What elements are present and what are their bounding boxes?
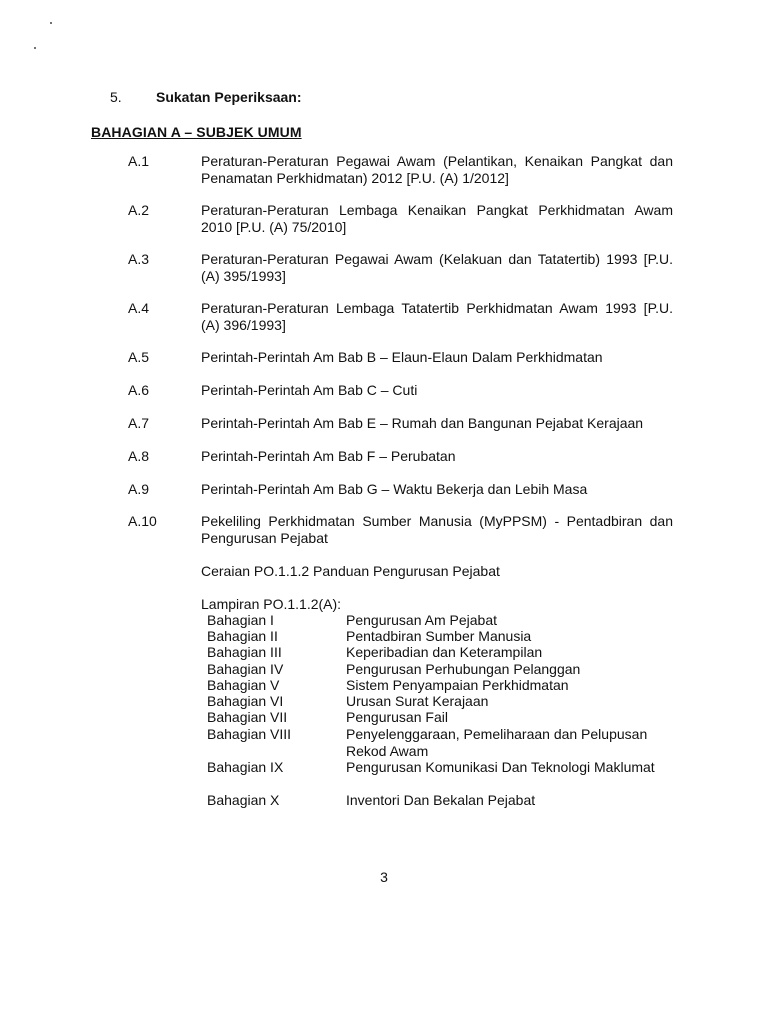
section-title: Sukatan Peperiksaan: [156, 89, 302, 105]
scan-speck [34, 47, 36, 49]
item-code: A.4 [128, 300, 150, 316]
item-code: A.9 [128, 481, 150, 497]
item-text: Perintah-Perintah Am Bab E – Rumah dan Bangunan Pejabat Kerajaan [201, 415, 644, 431]
lampiran-text: Pengurusan Perhubungan Pelanggan [346, 661, 581, 677]
lampiran-label: Bahagian I [207, 612, 274, 628]
lampiran-text: Inventori Dan Bekalan Pejabat [346, 792, 536, 808]
lampiran-text: Keperibadian dan Keterampilan [346, 644, 543, 660]
section-number: 5. [110, 89, 122, 105]
part-title: BAHAGIAN A – SUBJEK UMUM [91, 124, 302, 140]
lampiran-label: Bahagian VII [207, 709, 288, 725]
item-text: Peraturan-Peraturan Pegawai Awam (Pelantikan, Kenaikan Pangkat dan Penamatan Perkhidmatan) 2012 [P.U. (A) 1/2012] [201, 153, 673, 186]
page-number: 3 [380, 869, 388, 885]
item-text: Pekeliling Perkhidmatan Sumber Manusia (MyPPSM) - Pentadbiran dan Pengurusan Pejabat [201, 513, 673, 546]
item-code: A.10 [128, 513, 157, 529]
lampiran-text: Penyelenggaraan, Pemeliharaan dan Pelupusan Rekod Awam [346, 726, 648, 759]
lampiran-label: Bahagian V [207, 677, 280, 693]
item-code: A.7 [128, 415, 150, 431]
lampiran-text: Pentadbiran Sumber Manusia [346, 628, 532, 644]
lampiran-label: Bahagian VIII [207, 726, 292, 742]
lampiran-label: Bahagian II [207, 628, 278, 644]
item-text: Perintah-Perintah Am Bab C – Cuti [201, 382, 418, 398]
lampiran-text: Pengurusan Am Pejabat [346, 612, 497, 628]
item-code: A.8 [128, 448, 150, 464]
item-code: A.3 [128, 251, 150, 267]
ceraian-line: Ceraian PO.1.1.2 Panduan Pengurusan Pejabat [201, 563, 500, 579]
lampiran-title: Lampiran PO.1.1.2(A): [201, 596, 342, 612]
item-text: Peraturan-Peraturan Lembaga Kenaikan Pangkat Perkhidmatan Awam 2010 [P.U. (A) 75/2010] [201, 202, 673, 235]
lampiran-label: Bahagian IX [207, 759, 284, 775]
item-code: A.6 [128, 382, 150, 398]
item-text: Peraturan-Peraturan Lembaga Tatatertib Perkhidmatan Awam 1993 [P.U. (A) 396/1993] [201, 300, 673, 333]
item-code: A.5 [128, 349, 150, 365]
item-text: Perintah-Perintah Am Bab B – Elaun-Elaun Dalam Perkhidmatan [201, 349, 603, 365]
lampiran-text: Urusan Surat Kerajaan [346, 693, 489, 709]
item-code: A.2 [128, 202, 150, 218]
lampiran-text: Pengurusan Fail [346, 709, 448, 725]
lampiran-label: Bahagian X [207, 792, 280, 808]
lampiran-text: Pengurusan Komunikasi Dan Teknologi Maklumat [346, 759, 655, 775]
lampiran-label: Bahagian VI [207, 693, 284, 709]
lampiran-text: Sistem Penyampaian Perkhidmatan [346, 677, 569, 693]
item-text: Peraturan-Peraturan Pegawai Awam (Kelakuan dan Tatatertib) 1993 [P.U. (A) 395/1993] [201, 251, 673, 284]
item-text: Perintah-Perintah Am Bab F – Perubatan [201, 448, 456, 464]
section-heading [110, 89, 510, 106]
lampiran-label: Bahagian III [207, 644, 282, 660]
scan-speck [50, 22, 52, 24]
lampiran-label: Bahagian IV [207, 661, 284, 677]
item-text: Perintah-Perintah Am Bab G – Waktu Bekerja dan Lebih Masa [201, 481, 588, 497]
item-code: A.1 [128, 153, 150, 169]
